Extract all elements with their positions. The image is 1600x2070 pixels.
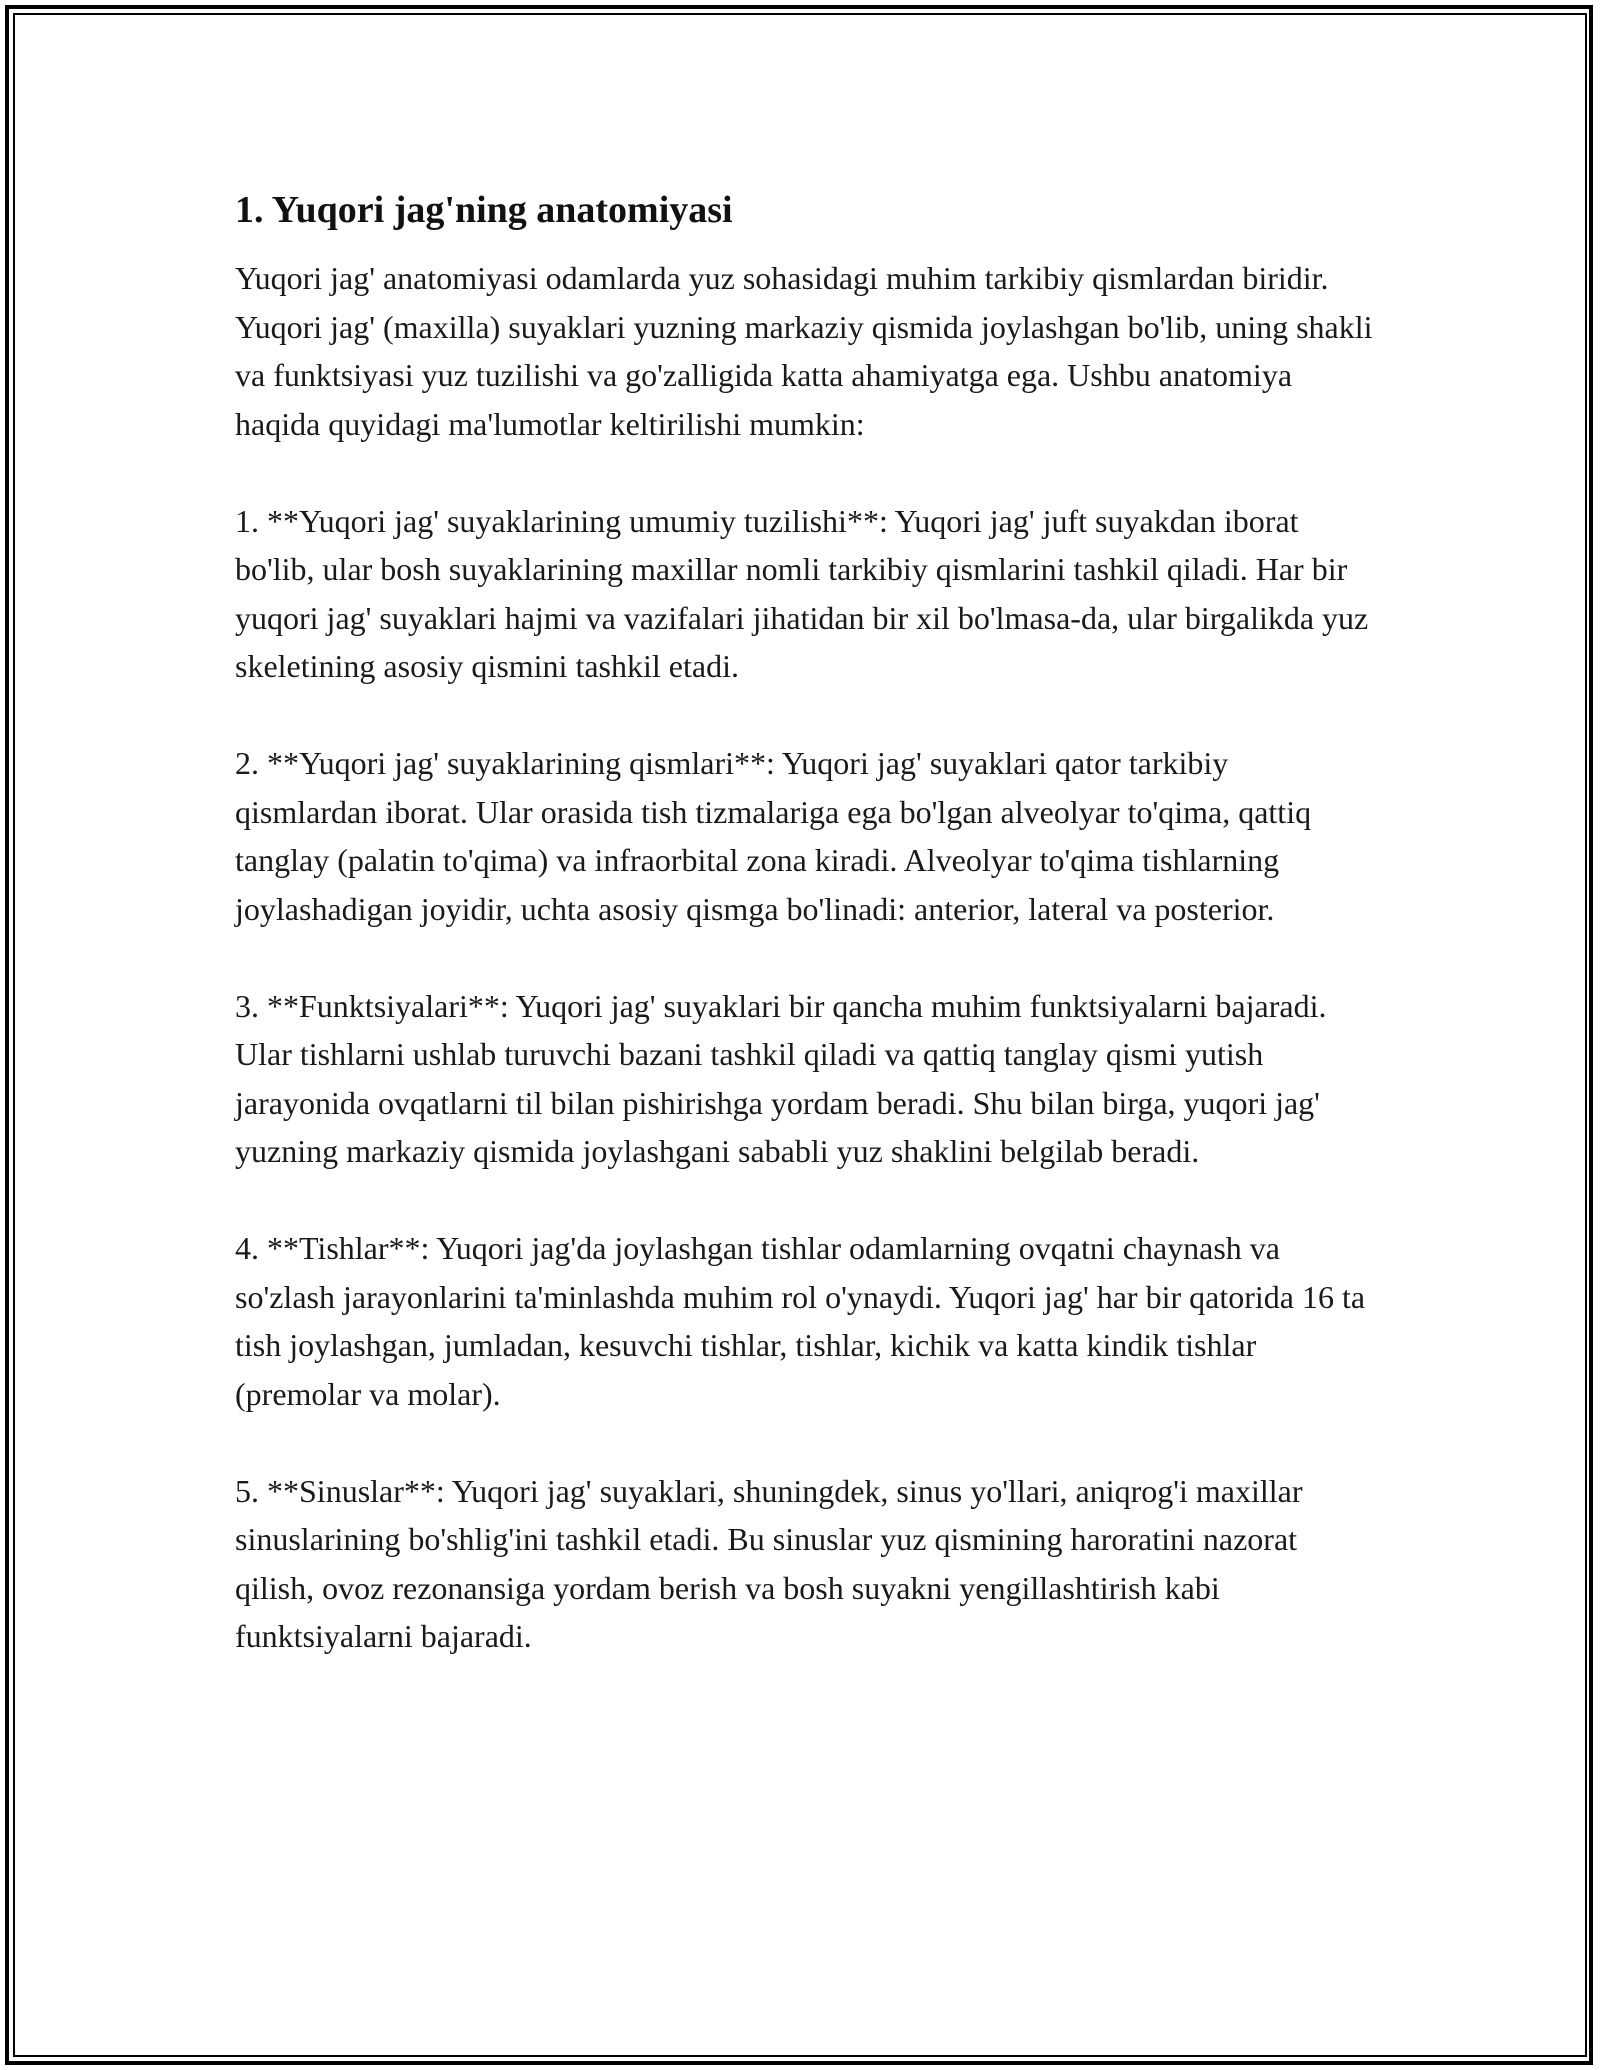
intro-paragraph: Yuqori jag' anatomiyasi odamlarda yuz sohasidagi muhim tarkibiy qismlardan biridir. Yuqori jag' (maxilla) suyaklari yuzning markaziy qismida joylashgan bo'lib, uning shakli va funktsiyasi yuz tuzilishi va go'zalligida katta ahamiyatga ega. Ushbu anatomiya haqida quyidagi ma'lumotlar keltirilishi mumkin: — [235, 260, 1373, 442]
list-item-2-paragraph: 2. **Yuqori jag' suyaklarining qismlari**: Yuqori jag' suyaklari qator tarkibiy qismlardan iborat. Ular orasida tish tizmalariga ega bo'lgan alveolyar to'qima, qattiq tanglay (palatin to'qima) va infraorbital zona kiradi. Alveolyar to'qima tishlarning joylashadigan joyidir, uchta asosiy qismga bo'linadi: anterior, lateral va posterior. — [235, 745, 1312, 927]
list-item-5-paragraph: 5. **Sinuslar**: Yuqori jag' suyaklari, shuningdek, sinus yo'llari, aniqrog'i maxillar sinuslarining bo'shlig'ini tashkil etadi. Bu sinuslar yuz qismining haroratini nazorat qilish, ovoz rezonansiga yordam berish va bosh suyakni yengillashtirish kabi funktsiyalarni bajaradi. — [235, 1472, 1303, 1654]
list-item-4-paragraph: 4. **Tishlar**: Yuqori jag'da joylashgan tishlar odamlarning ovqatni chaynash va so'zlash jarayonlarini ta'minlashda muhim rol o'ynaydi. Yuqori jag' har bir qatorida 16 ta tish joylashgan, jumladan, kesuvchi tishlar, tishlar, kichik va katta kindik tishlar (premolar va molar). — [235, 1230, 1366, 1412]
document-body — [235, 186, 1375, 1661]
list-item-1-paragraph: 1. **Yuqori jag' suyaklarining umumiy tuzilishi**: Yuqori jag' juft suyakdan iborat bo'lib, ular bosh suyaklarining maxillar nomli tarkibiy qismlarini tashkil qiladi. Har bir yuqori jag' suyaklari hajmi va vazifalari jihatidan bir xil bo'lmasa-da, ular birgalikda yuz skeletining asosiy qismini tashkil etadi. — [235, 502, 1369, 684]
list-item-3-paragraph: 3. **Funktsiyalari**: Yuqori jag' suyaklari bir qancha muhim funktsiyalarni bajaradi. Ular tishlarni ushlab turuvchi bazani tashkil qiladi va qattiq tanglay qismi yutish jarayonida ovqatlarni til bilan pishirishga yordam beradi. Shu bilan birga, yuqori jag' yuzning markaziy qismida joylashgani sababli yuz shaklini belgilab beradi. — [235, 987, 1327, 1169]
document-title: 1. Yuqori jag'ning anatomiyasi — [235, 189, 733, 231]
